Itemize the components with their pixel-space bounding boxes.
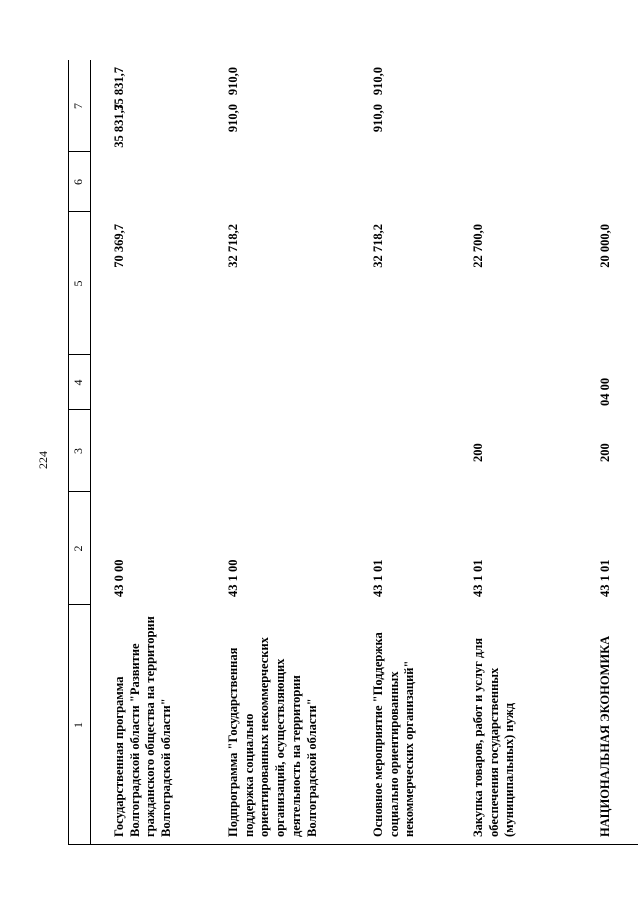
column-number: 1: [71, 722, 85, 728]
column-number: 6: [71, 179, 85, 185]
column-number: 2: [71, 545, 85, 552]
section-code: 04 00: [598, 377, 612, 406]
amount-col7: 910,0: [226, 67, 240, 96]
header-row-border: [90, 60, 91, 845]
amount-col5: 32 718,2: [226, 224, 240, 268]
target-article-code: 43 1 01: [371, 559, 385, 597]
column-number: 4: [71, 379, 85, 386]
row-name: Государственная программа Волгоградской области "Развитие гражданского общества на территории Волгоградской области": [112, 616, 174, 837]
expense-type: 200: [598, 443, 612, 462]
row-name: Закупка товаров, работ и услуг для обеспечения государственных (муниципальных) нужд: [471, 637, 517, 837]
target-article-code: 43 1 01: [471, 559, 485, 597]
amount-col5: 20 000,0: [598, 224, 612, 268]
amount-col5: 70 369,7: [112, 224, 126, 268]
budget-table: [68, 60, 638, 845]
column-number: 3: [71, 448, 85, 454]
table-top-border: [68, 60, 69, 845]
amount-col6: 910,0: [371, 104, 385, 133]
amount-col6: 910,0: [226, 104, 240, 133]
target-article-code: 43 1 01: [598, 559, 612, 597]
amount-col5: 32 718,2: [371, 224, 385, 268]
row-name: Основное мероприятие "Поддержка социально ориентированных некоммерческих организаций": [371, 632, 417, 837]
amount-col7: 910,0: [371, 67, 385, 96]
target-article-code: 43 0 00: [112, 559, 126, 597]
row-name: Подпрограмма "Государственная поддержка социально ориентированных некоммерческих организаций, осуществляющих деятельность на территории Волгоградской области": [226, 637, 319, 837]
amount-col6: 35 831,7: [112, 104, 126, 148]
column-number: 7: [71, 103, 85, 109]
row-name: НАЦИОНАЛЬНАЯ ЭКОНОМИКА: [598, 635, 612, 837]
amount-col7: 35 831,7: [112, 67, 126, 111]
page-number: 224: [36, 451, 50, 469]
expense-type: 200: [471, 443, 485, 462]
column-number: 5: [71, 280, 85, 287]
table-left-border: [68, 844, 638, 845]
amount-col5: 22 700,0: [471, 224, 485, 268]
target-article-code: 43 1 00: [226, 559, 240, 597]
